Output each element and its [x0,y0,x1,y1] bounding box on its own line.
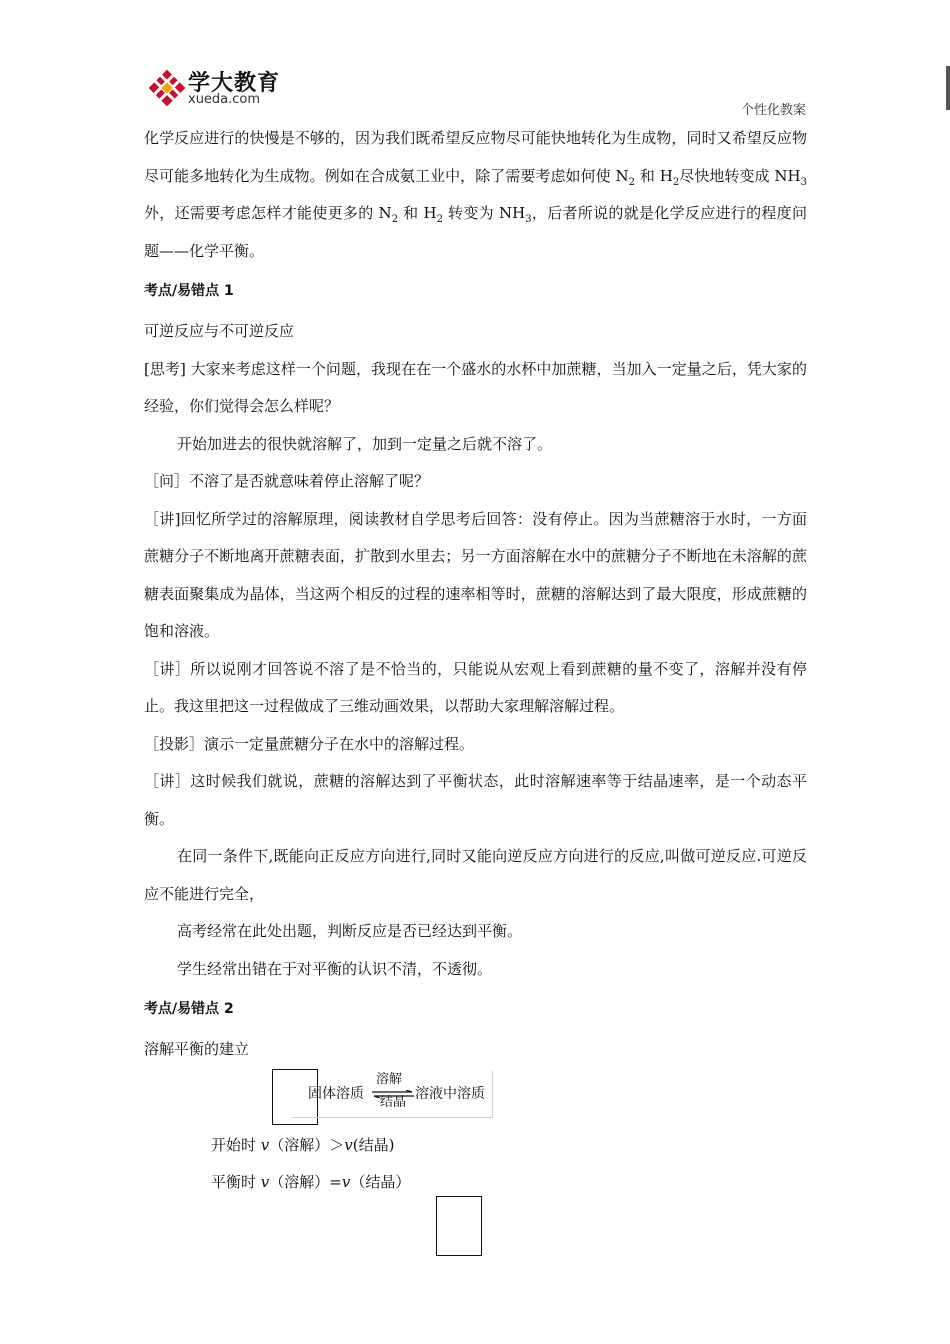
rate-start-line: 开始时 v（溶解）＞v(结晶) [211,1135,395,1154]
paragraph: [思考] 大家来考虑这样一个问题，我现在在一个盛水的水杯中加蔗糖，当加入一定量之后，凭大家的经验，你们觉得会怎么样呢？ [144,359,807,415]
section-heading-2: 考点/易错点 2 [144,1001,234,1017]
equation-figure [292,1071,493,1118]
paragraph: ［讲］所以说刚才回答说不溶了是不恰当的，只能说从宏观上看到蔗糖的量不变了，溶解并没有停止。我这里把这一过程做成了三维动画效果，以帮助大家理解溶解过程。 [144,659,807,715]
paragraph: 学生经常出错在于对平衡的认识不清，不透彻。 [177,959,493,978]
section-heading-1: 考点/易错点 1 [144,283,234,299]
page-edge-rule [946,66,950,110]
equation-left: 固体溶质 [308,1085,364,1102]
intro-paragraph: 化学反应进行的快慢是不够的，因为我们既希望反应物尽可能快地转化为生成物，同时又希望反应物尽可能多地转化为生成物。例如在合成氨工业中，除了需要考虑如何使 $N_2$ 和 $H_2$尽快地转变成 $NH_3$ 外，还需要考虑怎样才能使更多的 $N_2$ 和 $H_2$ 转变为 $NH_3$，后者所说的就是化学反应进行的程度问题——化学平衡。 [144,129,807,260]
paragraph: 在同一条件下,既能向正反应方向进行,同时又能向逆反应方向进行的反应,叫做可逆反应.可逆反应不能进行完全， [144,847,807,903]
paragraph: 可逆反应与不可逆反应 [144,322,295,340]
logo-text-domain: xueda.com [188,92,261,107]
equation-reverse-label: 结晶 [380,1094,407,1110]
document-body [144,120,807,1202]
header-tag: 个性化教案 [740,103,806,118]
paragraph: ［问］不溶了是否就意味着停止溶解了呢？ [144,472,430,490]
equation-forward-label: 溶解 [376,1071,403,1087]
paragraph: ［讲］这时候我们就说，蔗糖的溶解达到了平衡状态，此时溶解速率等于结晶速率，是一个动态平衡。 [144,772,807,828]
xueda-logo-icon [146,64,188,112]
xueda-logo [146,64,316,112]
paragraph: 开始加进去的很快就溶解了，加到一定量之后就不溶了。 [177,434,553,453]
equation-right: 溶液中溶质 [415,1085,485,1102]
empty-frame [436,1196,482,1256]
section-title: 溶解平衡的建立 [144,1040,250,1058]
paragraph: ［讲]回忆所学过的溶解原理，阅读教材自学思考后回答：没有停止。因为当蔗糖溶于水时，一方面蔗糖分子不断地离开蔗糖表面，扩散到水里去；另一方面溶解在水中的蔗糖分子不断地在未溶解的蔗糖表面聚集成为晶体，当这两个相反的过程的速率相等时，蔗糖的溶解达到了最大限度，形成蔗糖的饱和溶液。 [144,509,807,640]
paragraph: 高考经常在此处出题，判断反应是否已经达到平衡。 [177,922,523,940]
rate-equilibrium-line: 平衡时 v（溶解）=v（结晶） [211,1173,411,1191]
paragraph: ［投影］演示一定量蔗糖分子在水中的溶解过程。 [144,734,475,753]
dissolution-equation [144,1069,807,1127]
logo-text-chinese: 学大教育 [188,71,281,96]
